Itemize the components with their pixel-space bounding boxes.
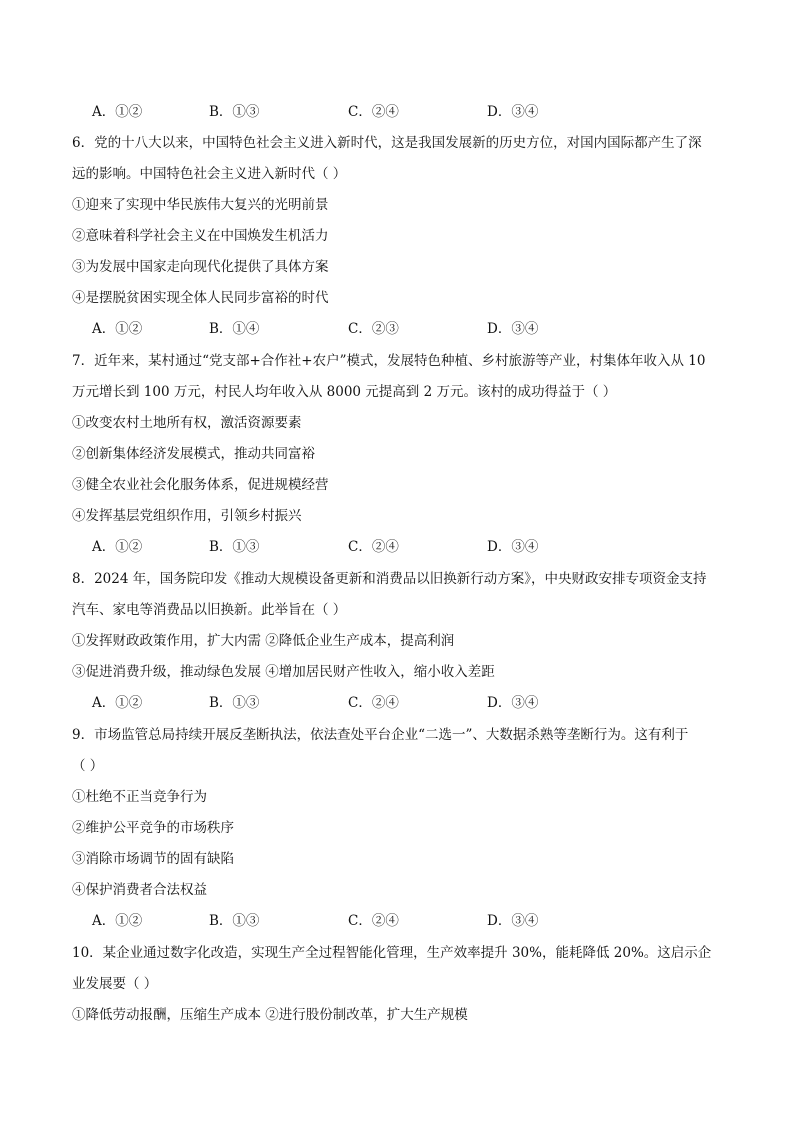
option-c: C．②④ [348,695,399,711]
q8-stem-line2: 汽车、家电等消费品以旧换新。此举旨在（ ） [72,602,347,618]
option-a: A．①② [92,539,143,555]
q7-statement-1: ①改变农村土地所有权，激活资源要素 [72,415,302,431]
q6-statement-4: ④是摆脱贫困实现全体人民同步富裕的时代 [72,290,329,306]
option-b: B．①③ [209,104,260,120]
q6-stem-line2: 远的影响。中国特色社会主义进入新时代（ ） [72,166,347,182]
option-a: A．①② [92,913,143,929]
option-d: D．③④ [487,104,539,120]
q7-statement-3: ③健全农业社会化服务体系，促进规模经营 [72,477,329,493]
q6-stem-line1: 6．党的十八大以来，中国特色社会主义进入新时代，这是我国发展新的历史方位，对国内国际都产生了深 [72,135,702,151]
q7-options-row [0,538,794,556]
q5-options-row [0,103,794,121]
option-b: B．①④ [209,321,260,337]
q9-statement-3: ③消除市场调节的固有缺陷 [72,851,234,867]
q10-stem-line2: 业发展要（ ） [72,976,158,992]
q8-stem-line1: 8．2024 年，国务院印发《推动大规模设备更新和消费品以旧换新行动方案》，中央财政安排专项资金支持 [72,571,707,587]
option-c: C．②④ [348,539,399,555]
q6-statement-2: ②意味着科学社会主义在中国焕发生机活力 [72,228,329,244]
option-a: A．①② [92,104,143,120]
option-b: B．①③ [209,539,260,555]
q7-statement-4: ④发挥基层党组织作用，引领乡村振兴 [72,508,302,524]
option-d: D．③④ [487,321,539,337]
q9-statement-2: ②维护公平竞争的市场秩序 [72,820,234,836]
option-d: D．③④ [487,913,539,929]
option-b: B．①③ [209,913,260,929]
q9-stem-line1: 9．市场监管总局持续开展反垄断执法，依法查处平台企业“二选一”、大数据杀熟等垄断行为。这有利于 [72,727,689,743]
q9-options-row [0,912,794,930]
q10-statements-1-2: ①降低劳动报酬，压缩生产成本 ②进行股份制改革，扩大生产规模 [72,1007,468,1023]
option-c: C．②④ [348,104,399,120]
q6-statement-1: ①迎来了实现中华民族伟大复兴的光明前景 [72,197,329,213]
option-d: D．③④ [487,695,539,711]
q7-statement-2: ②创新集体经济发展模式，推动共同富裕 [72,446,315,462]
q9-statement-4: ④保护消费者合法权益 [72,882,207,898]
q10-stem-line1: 10．某企业通过数字化改造，实现生产全过程智能化管理，生产效率提升 30%，能耗降低 20%。这启示企 [72,945,712,961]
q7-stem-line2: 万元增长到 100 万元，村民人均年收入从 8000 元提高到 2 万元。该村的成功得益于（ ） [72,384,617,400]
q9-statement-1: ①杜绝不正当竞争行为 [72,789,207,805]
option-a: A．①② [92,695,143,711]
option-a: A．①② [92,321,143,337]
option-b: B．①③ [209,695,260,711]
option-c: C．②④ [348,913,399,929]
q6-statement-3: ③为发展中国家走向现代化提供了具体方案 [72,259,329,275]
q9-stem-line2: （ ） [72,758,104,774]
q7-stem-line1: 7．近年来，某村通过“党支部+合作社+农户”模式，发展特色种植、乡村旅游等产业，村集体年收入从 10 [72,353,706,369]
q8-options-row [0,694,794,712]
option-c: C．②③ [348,321,399,337]
q8-statements-1-2: ①发挥财政政策作用，扩大内需 ②降低企业生产成本，提高利润 [72,633,455,649]
q6-options-row [0,320,794,338]
q8-statements-3-4: ③促进消费升级，推动绿色发展 ④增加居民财产性收入，缩小收入差距 [72,664,495,680]
option-d: D．③④ [487,539,539,555]
